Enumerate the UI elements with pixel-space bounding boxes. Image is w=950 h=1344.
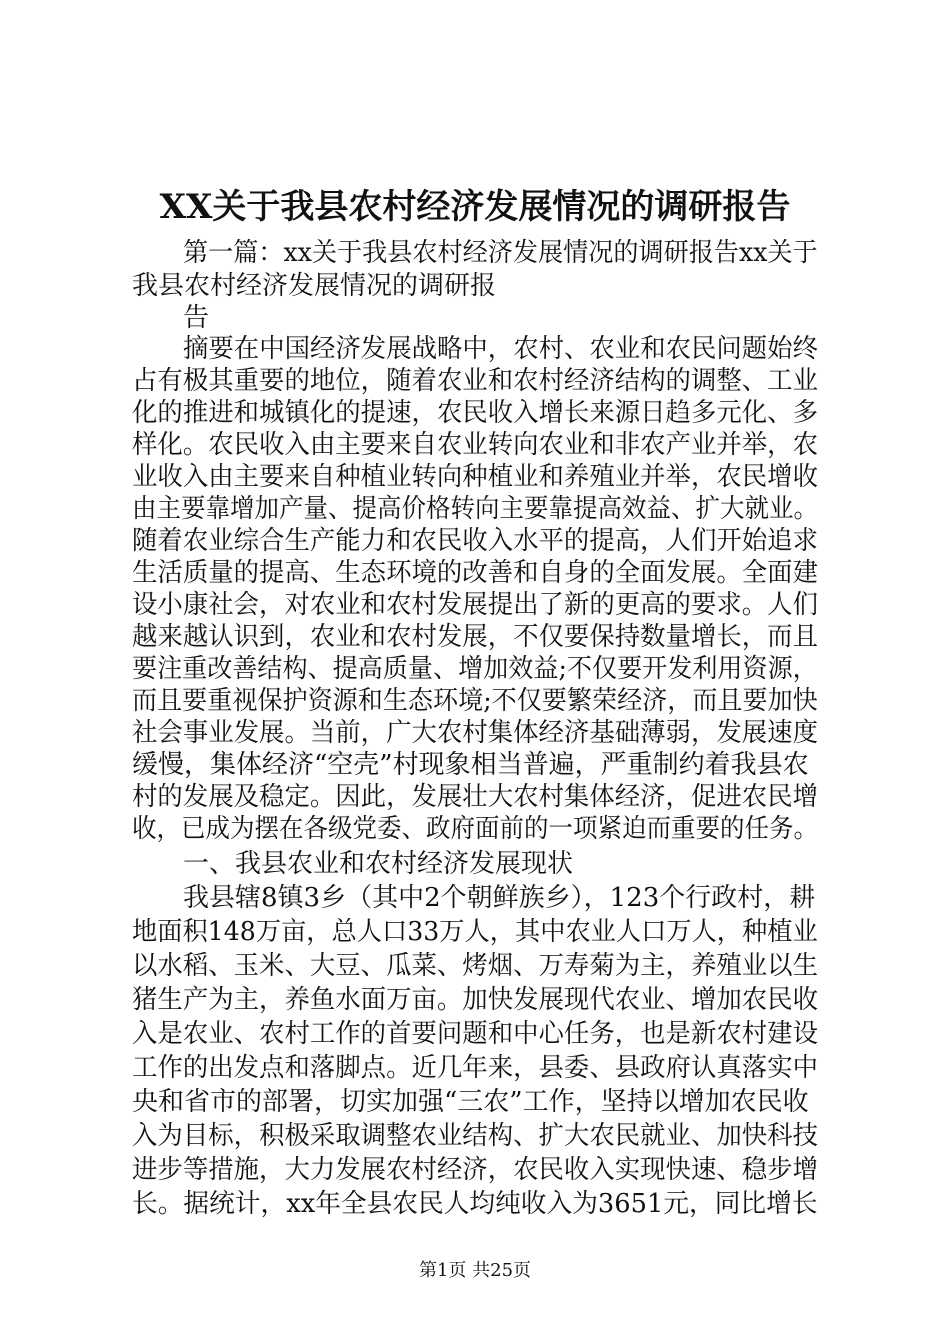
intro-line: 我县农村经济发展情况的调研报 — [132, 271, 497, 301]
abstract-line: 越来越认识到，农业和农村发展，不仅要保持数量增长，而且 — [132, 622, 819, 652]
abstract-line: 由主要靠增加产量、提高价格转向主要靠提高效益、扩大就业。 — [132, 494, 819, 524]
section-line: 进步等措施，大力发展农村经济，农民收入实现快速、稳步增 — [132, 1155, 819, 1185]
section-heading: 一、我县农业和农村经济发展现状 — [183, 849, 574, 879]
section-line: 入为目标，积极采取调整农业结构、扩大农民就业、加快科技 — [132, 1121, 819, 1151]
abstract-line: 样化。农民收入由主要来自农业转向农业和非农产业并举，农 — [132, 430, 819, 460]
abstract-line: 设小康社会，对农业和农村发展提出了新的更高的要求。人们 — [132, 590, 819, 620]
document-title: XX关于我县农村经济发展情况的调研报告 — [159, 187, 791, 227]
abstract-line: 缓慢，集体经济“空壳”村现象相当普遍，严重制约着我县农 — [132, 750, 809, 780]
section-line: 入是农业、农村工作的首要问题和中心任务，也是新农村建设 — [132, 1019, 819, 1049]
intro-line: 告 — [183, 303, 210, 333]
section-line: 猪生产为主，养鱼水面万亩。加快发展现代农业、增加农民收 — [132, 985, 819, 1015]
section-line: 央和省市的部署，切实加强“三农”工作，坚持以增加农民收 — [132, 1087, 809, 1117]
abstract-line: 村的发展及稳定。因此，发展壮大农村集体经济，促进农民增 — [132, 782, 819, 812]
intro-line: 第一篇：xx关于我县农村经济发展情况的调研报告xx关于 — [183, 238, 818, 268]
abstract-line: 收，已成为摆在各级党委、政府面前的一项紧迫而重要的任务。 — [132, 814, 819, 844]
section-line: 长。据统计，xx年全县农民人均纯收入为3651元，同比增长 — [132, 1189, 818, 1219]
abstract-line: 要注重改善结构、提高质量、增加效益;不仅要开发利用资源， — [132, 654, 818, 684]
abstract-line: 化的推进和城镇化的提速，农民收入增长来源日趋多元化、多 — [132, 398, 819, 428]
section-line: 地面积148万亩，总人口33万人，其中农业人口万人，种植业 — [132, 917, 818, 947]
abstract-line: 业收入由主要来自种植业转向种植业和养殖业并举，农民增收 — [132, 462, 819, 492]
page-footer: 第1页 共25页 — [418, 1260, 532, 1281]
abstract-line: 生活质量的提高、生态环境的改善和自身的全面发展。全面建 — [132, 558, 819, 588]
abstract-line: 占有极其重要的地位，随着农业和农村经济结构的调整、工业 — [132, 366, 819, 396]
section-line: 以水稻、玉米、大豆、瓜菜、烤烟、万寿菊为主，养殖业以生 — [132, 951, 819, 981]
section-line: 工作的出发点和落脚点。近几年来，县委、县政府认真落实中 — [132, 1053, 819, 1083]
abstract-line: 随着农业综合生产能力和农民收入水平的提高，人们开始追求 — [132, 526, 819, 556]
abstract-line: 摘要在中国经济发展战略中，农村、农业和农民问题始终 — [183, 334, 819, 364]
section-line: 我县辖8镇3乡（其中2个朝鲜族乡），123个行政村，耕 — [183, 883, 816, 913]
abstract-line: 而且要重视保护资源和生态环境;不仅要繁荣经济，而且要加快 — [132, 686, 818, 716]
abstract-line: 社会事业发展。当前，广大农村集体经济基础薄弱，发展速度 — [132, 718, 819, 748]
